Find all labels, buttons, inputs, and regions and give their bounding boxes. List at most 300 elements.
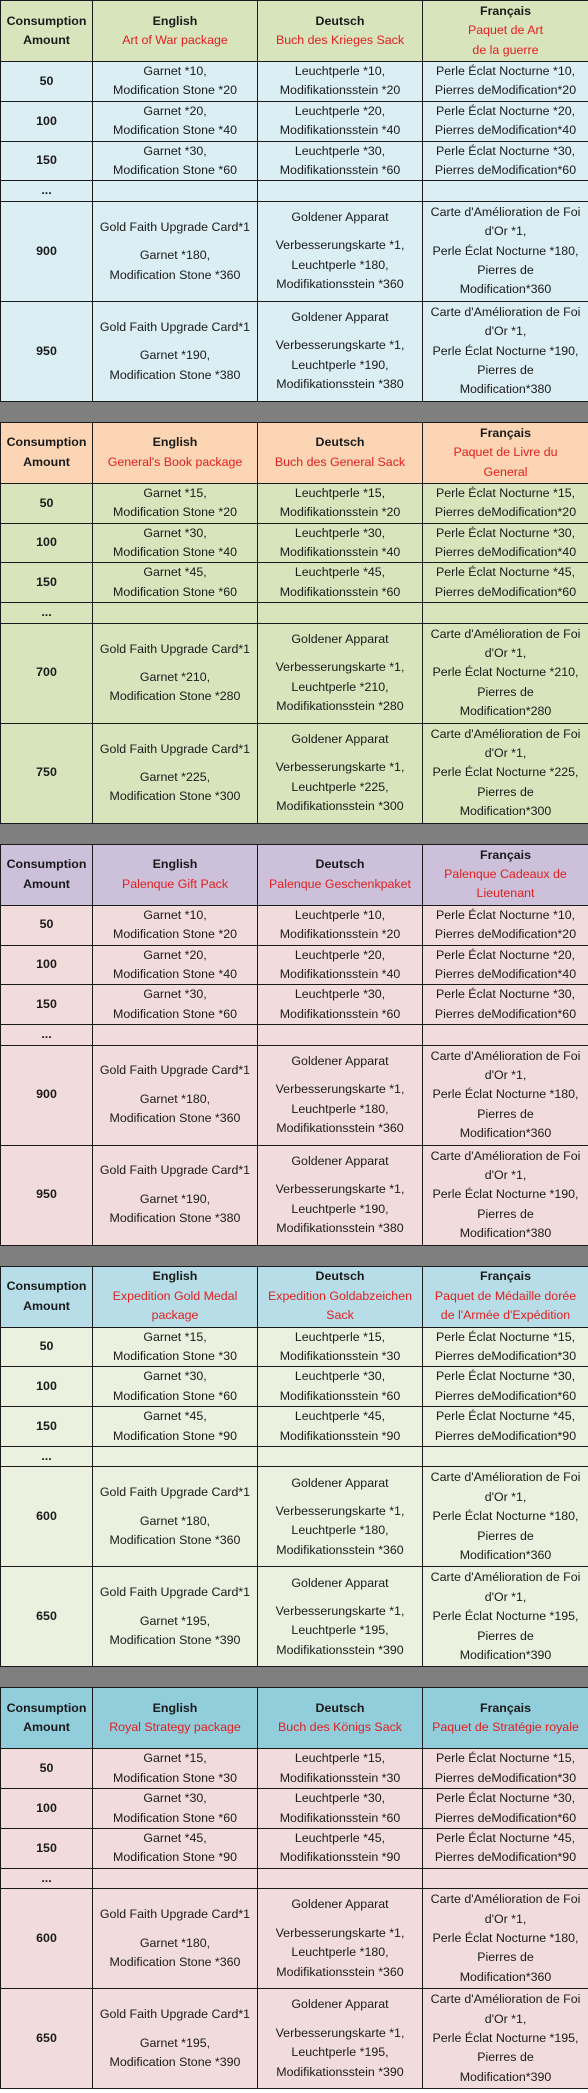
cell-line: Modification*300 (459, 804, 552, 819)
line-gap (260, 1171, 420, 1180)
header-label-line: Consumption (6, 13, 87, 28)
cell-line: Garnet *15, (143, 1329, 207, 1344)
table-row (1, 1025, 588, 1045)
language-name: Deutsch (315, 1269, 365, 1284)
consumption-amount: 150 (1, 985, 93, 1025)
cell-line: Verbesserungskarte *1, (275, 338, 405, 353)
cell-line: Gold Faith Upgrade Card*1 (99, 741, 251, 756)
cell-line: Garnet *195, (139, 1613, 211, 1628)
cell-line: Modification Stone *30 (113, 1770, 237, 1785)
reward-cell-fr (423, 201, 588, 301)
table-row (1, 985, 588, 1025)
cell-line: Modification*360 (459, 282, 552, 297)
cell-line: Modifikationsstein *60 (279, 1810, 401, 1825)
language-name: Deutsch (315, 435, 365, 450)
reward-cell-en (93, 1789, 258, 1829)
reward-cell-fr (423, 905, 588, 945)
cell-line: Garnet *10, (143, 64, 207, 78)
cell-line: Leuchtperle *195, (291, 1623, 389, 1638)
header-row (1, 422, 588, 483)
cell-line: Modification Stone *90 (113, 1850, 237, 1865)
cell-line: Leuchtperle *225, (291, 779, 389, 794)
cell-line: Gold Faith Upgrade Card*1 (99, 1163, 251, 1178)
package-name-line: Buch des Königs Sack (278, 1720, 402, 1735)
cell-line: Leuchtperle *10, (294, 907, 386, 922)
reward-cell-en (93, 1045, 258, 1145)
cell-line: Garnet *45, (143, 565, 207, 580)
reward-cell-en (93, 603, 258, 623)
block-separator (0, 1246, 588, 1266)
table-row (1, 523, 588, 563)
cell-line: Verbesserungskarte *1, (275, 1603, 405, 1618)
reward-cell-de (258, 1989, 423, 2089)
cell-line: Modifikationsstein *60 (279, 584, 401, 599)
cell-line: Carte d'Amélioration de Foi (430, 626, 581, 641)
cell-line: Leuchtperle *180, (291, 257, 389, 272)
reward-cell-fr (423, 1327, 588, 1367)
header-label-line: Consumption (6, 435, 87, 450)
reward-cell-de (258, 1446, 423, 1466)
language-name: Français (480, 1269, 531, 1284)
table-row (1, 141, 588, 181)
header-row (1, 1266, 588, 1327)
table-row (1, 905, 588, 945)
cell-line: Modifikationsstein *30 (279, 1770, 401, 1785)
cell-line: Goldener Apparat (291, 731, 389, 746)
table-row (1, 945, 588, 985)
cell-line: d'Or *1, (484, 1589, 527, 1604)
cell-line: Pierres deModification*60 (434, 1388, 577, 1403)
cell-line: Leuchtperle *20, (294, 103, 386, 118)
reward-cell-en (93, 1025, 258, 1045)
cell-line: Leuchtperle *190, (291, 357, 389, 372)
cell-line: Perle Éclat Nocturne *45, (435, 1831, 576, 1845)
reward-cell-en (93, 1989, 258, 2089)
consumption-amount: ... (1, 1025, 93, 1045)
cell-line: Modifikationsstein *360 (276, 1120, 404, 1135)
cell-line: Pierres de (477, 1528, 534, 1543)
language-name: English (152, 857, 198, 872)
reward-table (0, 1266, 588, 1668)
reward-cell-en (93, 1145, 258, 1245)
cell-line: Perle Éclat Nocturne *45, (435, 565, 576, 580)
cell-line: Perle Éclat Nocturne *15, (435, 1751, 576, 1766)
cell-line: Perle Éclat Nocturne *30, (435, 143, 576, 158)
cell-line: Carte d'Amélioration de Foi (430, 1570, 581, 1585)
cell-line: d'Or *1, (484, 224, 527, 239)
cell-line: Garnet *30, (143, 987, 207, 1002)
reward-cell-en (93, 1407, 258, 1447)
cell-line: Modification*360 (459, 1547, 552, 1562)
language-name: English (152, 13, 198, 28)
language-header-deutsch (258, 1688, 423, 1749)
line-gap (95, 1925, 255, 1934)
block-separator (0, 1667, 588, 1687)
cell-line: Pierres de (477, 1628, 534, 1643)
reward-cell-de (258, 523, 423, 563)
package-name-line: Buch des General Sack (274, 454, 406, 469)
cell-line: Modification*280 (459, 704, 552, 719)
cell-line: Carte d'Amélioration de Foi (430, 1048, 581, 1063)
consumption-amount: 150 (1, 1829, 93, 1869)
reward-cell-fr (423, 1446, 588, 1466)
reward-cell-de (258, 1467, 423, 1567)
table-row (1, 1407, 588, 1447)
reward-cell-fr (423, 603, 588, 623)
cell-line: Gold Faith Upgrade Card*1 (99, 1063, 251, 1078)
reward-cell-de (258, 101, 423, 141)
cell-line: Modifikationsstein *380 (276, 1220, 404, 1235)
header-row (1, 1, 588, 62)
consumption-amount: ... (1, 181, 93, 201)
package-name (260, 1718, 420, 1737)
cell-line: d'Or *1, (484, 2011, 527, 2026)
cell-line: Gold Faith Upgrade Card*1 (99, 219, 251, 234)
cell-line: Leuchtperle *45, (294, 565, 386, 580)
reward-cell-fr (423, 1467, 588, 1567)
package-name (95, 1718, 255, 1737)
package-name-line: de l'Armée d'Expédition (440, 1308, 571, 1323)
cell-line: Modifikationsstein *60 (279, 1006, 401, 1021)
cell-line: Pierres de (477, 1206, 534, 1221)
cell-line: Leuchtperle *30, (294, 987, 386, 1002)
package-name-line: Art of War package (122, 33, 228, 47)
package-name (95, 875, 255, 894)
package-name-line: Expedition Gold Medal (112, 1288, 238, 1303)
cell-line: Garnet *20, (143, 103, 207, 118)
reward-cell-fr (423, 1025, 588, 1045)
cell-line: Perle Éclat Nocturne *20, (435, 103, 576, 118)
reward-cell-en (93, 1567, 258, 1667)
table-row (1, 62, 588, 102)
cell-line: Garnet *30, (143, 1791, 207, 1806)
language-header-francais (423, 1688, 588, 1749)
cell-line: Perle Éclat Nocturne *180, (432, 1087, 579, 1102)
language-header-deutsch (258, 1, 423, 62)
table-row (1, 1467, 588, 1567)
package-name (95, 1287, 255, 1326)
package-name-line: Paquet de Stratégie royale (432, 1720, 579, 1735)
language-header-francais (423, 844, 588, 905)
reward-cell-en (93, 101, 258, 141)
package-name (425, 1287, 586, 1326)
table-row (1, 1145, 588, 1245)
line-gap (95, 1503, 255, 1512)
cell-line: Garnet *45, (143, 1409, 207, 1424)
language-header-francais (423, 422, 588, 483)
cell-line: Perle Éclat Nocturne *190, (432, 1187, 579, 1202)
package-name (425, 865, 586, 904)
consumption-amount: 100 (1, 1789, 93, 1829)
cell-line: Perle Éclat Nocturne *180, (432, 243, 579, 258)
package-name (260, 453, 420, 472)
cell-line: Modification Stone *20 (113, 83, 237, 98)
reward-cell-de (258, 945, 423, 985)
cell-line: Modifikationsstein *40 (279, 545, 401, 560)
reward-cell-de (258, 181, 423, 201)
reward-cell-en (93, 181, 258, 201)
cell-line: Modifikationsstein *40 (279, 123, 401, 138)
reward-cell-de (258, 723, 423, 823)
cell-line: Modifikationsstein *280 (276, 699, 404, 714)
consumption-amount: 50 (1, 1327, 93, 1367)
line-gap (260, 1593, 420, 1602)
line-gap (95, 1181, 255, 1190)
language-name: English (152, 1269, 198, 1284)
table-row (1, 623, 588, 723)
cell-line: Perle Éclat Nocturne *10, (435, 907, 576, 922)
package-name-line: Expedition Goldabzeichen (268, 1288, 412, 1303)
table-row (1, 1829, 588, 1869)
reward-cell-fr (423, 1789, 588, 1829)
cell-line: Leuchtperle *15, (294, 485, 386, 500)
cell-line: Garnet *30, (143, 1369, 207, 1384)
reward-cell-en (93, 563, 258, 603)
reward-cell-fr (423, 1045, 588, 1145)
consumption-amount: 600 (1, 1467, 93, 1567)
cell-line: Carte d'Amélioration de Foi (430, 304, 581, 319)
language-name: Français (480, 3, 531, 18)
reward-cell-en (93, 201, 258, 301)
reward-cell-en (93, 523, 258, 563)
cell-line: Leuchtperle *180, (291, 1523, 389, 1538)
cell-line: Pierres de (477, 2050, 534, 2065)
reward-cell-en (93, 1868, 258, 1888)
package-name-line: Palenque Gift Pack (121, 876, 229, 891)
cell-line: Garnet *180, (139, 248, 211, 263)
cell-line: Pierres de (477, 1950, 534, 1965)
cell-line: Pierres deModification*20 (434, 83, 577, 98)
consumption-amount: 700 (1, 623, 93, 723)
table-row (1, 1045, 588, 1145)
cell-line: Gold Faith Upgrade Card*1 (99, 1585, 251, 1600)
cell-line: Modification Stone *60 (113, 1006, 237, 1021)
reward-cell-de (258, 1749, 423, 1789)
cell-line: Gold Faith Upgrade Card*1 (99, 1907, 251, 1922)
cell-line: Gold Faith Upgrade Card*1 (99, 641, 251, 656)
cell-line: Leuchtperle *30, (294, 143, 386, 158)
cell-line: Garnet *190, (139, 1191, 211, 1206)
cell-line: Gold Faith Upgrade Card*1 (99, 2007, 251, 2022)
language-header-english (93, 844, 258, 905)
cell-line: Verbesserungskarte *1, (275, 2025, 405, 2040)
package-name-line: package (151, 1308, 199, 1323)
consumption-amount: ... (1, 603, 93, 623)
cell-line: Modifikationsstein *90 (279, 1850, 401, 1865)
consumption-amount: 650 (1, 1989, 93, 2089)
line-gap (260, 227, 420, 236)
cell-line: Goldener Apparat (291, 310, 389, 325)
cell-line: Leuchtperle *10, (294, 64, 386, 78)
line-gap (260, 2015, 420, 2024)
header-label-line: Amount (23, 1720, 70, 1735)
reward-cell-en (93, 1367, 258, 1407)
consumption-amount-header (1, 1266, 93, 1327)
reward-cell-de (258, 1045, 423, 1145)
cell-line: Goldener Apparat (291, 631, 389, 646)
reward-table (0, 0, 588, 402)
cell-line: d'Or *1, (484, 1489, 527, 1504)
cell-line: Modification*380 (459, 382, 552, 397)
consumption-amount: 50 (1, 483, 93, 523)
consumption-amount: 750 (1, 723, 93, 823)
cell-line: Modifikationsstein *40 (279, 966, 401, 981)
cell-line: Modification*360 (459, 1126, 552, 1141)
cell-line: Modification Stone *60 (113, 1388, 237, 1403)
cell-line: Leuchtperle *15, (294, 1329, 386, 1344)
reward-cell-de (258, 603, 423, 623)
cell-line: Pierres deModification*30 (434, 1348, 577, 1363)
reward-cell-en (93, 62, 258, 102)
package-name (260, 31, 420, 50)
cell-line: Modification Stone *20 (113, 505, 237, 520)
cell-line: Perle Éclat Nocturne *10, (435, 64, 576, 78)
reward-cell-fr (423, 623, 588, 723)
cell-line: Modifikationsstein *60 (279, 163, 401, 178)
reward-cell-fr (423, 523, 588, 563)
language-header-deutsch (258, 422, 423, 483)
reward-table (0, 422, 588, 824)
cell-line: Garnet *10, (143, 907, 207, 922)
cell-line: Goldener Apparat (291, 1997, 389, 2012)
cell-line: Pierres de (477, 784, 534, 799)
language-name: Français (480, 1700, 531, 1715)
table-row (1, 1989, 588, 2089)
reward-cell-fr (423, 483, 588, 523)
cell-line: Garnet *15, (143, 1751, 207, 1766)
reward-table (0, 844, 588, 1246)
reward-cell-fr (423, 945, 588, 985)
cell-line: Perle Éclat Nocturne *45, (435, 1409, 576, 1424)
cell-line: Leuchtperle *180, (291, 1101, 389, 1116)
reward-cell-de (258, 905, 423, 945)
line-gap (95, 659, 255, 668)
reward-cell-fr (423, 101, 588, 141)
package-name (260, 1287, 420, 1326)
reward-cell-fr (423, 1407, 588, 1447)
cell-line: d'Or *1, (484, 324, 527, 339)
table-row (1, 1868, 588, 1888)
cell-line: Pierres deModification*40 (434, 545, 577, 560)
package-name-line: de la guerre (472, 42, 539, 57)
package-name (425, 21, 586, 60)
package-name-line: Sack (326, 1308, 354, 1323)
cell-line: Modification Stone *390 (109, 1633, 241, 1648)
language-header-english (93, 1266, 258, 1327)
cell-line: Modification Stone *360 (109, 1533, 241, 1548)
cell-line: Perle Éclat Nocturne *210, (432, 665, 579, 680)
cell-line: Modifikationsstein *390 (276, 2064, 404, 2079)
consumption-amount: 950 (1, 1145, 93, 1245)
cell-line: Modification*390 (459, 2069, 552, 2084)
cell-line: Pierres deModification*60 (434, 584, 577, 599)
consumption-amount: ... (1, 1868, 93, 1888)
cell-line: Pierres deModification*60 (434, 1006, 577, 1021)
package-name-line: Lieutenant (476, 886, 535, 901)
reward-cell-en (93, 623, 258, 723)
cell-line: Pierres deModification*60 (434, 163, 577, 178)
package-name-line: Palenque Geschenkpaket (269, 876, 411, 891)
cell-line: Carte d'Amélioration de Foi (430, 1470, 581, 1485)
reward-cell-en (93, 301, 258, 401)
reward-cell-de (258, 1889, 423, 1989)
line-gap (95, 2025, 255, 2034)
cell-line: Leuchtperle *30, (294, 525, 386, 540)
reward-cell-en (93, 1327, 258, 1367)
cell-line: Modification Stone *360 (109, 267, 241, 282)
package-name-line: Royal Strategy package (109, 1720, 241, 1735)
cell-line: Modification Stone *60 (113, 1810, 237, 1825)
reward-cell-de (258, 141, 423, 181)
reward-cell-de (258, 1145, 423, 1245)
reward-cell-de (258, 1367, 423, 1407)
cell-line: Gold Faith Upgrade Card*1 (99, 1485, 251, 1500)
reward-cell-de (258, 483, 423, 523)
consumption-amount: 50 (1, 62, 93, 102)
package-name (425, 1718, 586, 1737)
cell-line: Garnet *180, (139, 1935, 211, 1950)
cell-line: Garnet *190, (139, 348, 211, 363)
package-name (95, 453, 255, 472)
cell-line: Modification Stone *360 (109, 1111, 241, 1126)
consumption-amount: 50 (1, 905, 93, 945)
header-label-line: Consumption (6, 1279, 87, 1294)
consumption-amount: 50 (1, 1749, 93, 1789)
cell-line: Garnet *30, (143, 525, 207, 540)
language-header-english (93, 422, 258, 483)
cell-line: Pierres deModification*20 (434, 505, 577, 520)
line-gap (260, 649, 420, 658)
cell-line: Carte d'Amélioration de Foi (430, 1992, 581, 2007)
cell-line: Pierres deModification*60 (434, 1810, 577, 1825)
cell-line: Leuchtperle *210, (291, 679, 389, 694)
block-separator (0, 402, 588, 422)
cell-line: Leuchtperle *30, (294, 1791, 386, 1806)
consumption-amount: 900 (1, 201, 93, 301)
consumption-amount: ... (1, 1446, 93, 1466)
cell-line: Modifikationsstein *20 (279, 83, 401, 98)
table-row (1, 563, 588, 603)
cell-line: Perle Éclat Nocturne *30, (435, 1791, 576, 1806)
cell-line: Modification Stone *60 (113, 163, 237, 178)
reward-cell-en (93, 945, 258, 985)
cell-line: Garnet *195, (139, 2035, 211, 2050)
reward-cell-en (93, 1829, 258, 1869)
line-gap (95, 337, 255, 346)
reward-cell-de (258, 1789, 423, 1829)
cell-line: Verbesserungskarte *1, (275, 1082, 405, 1097)
package-name-line: Paquet de Livre du (453, 445, 558, 460)
cell-line: Perle Éclat Nocturne *20, (435, 947, 576, 962)
cell-line: d'Or *1, (484, 746, 527, 761)
cell-line: Modifikationsstein *360 (276, 1542, 404, 1557)
reward-cell-fr (423, 1829, 588, 1869)
reward-cell-en (93, 141, 258, 181)
cell-line: Goldener Apparat (291, 1153, 389, 1168)
cell-line: Modification Stone *30 (113, 1348, 237, 1363)
consumption-amount-header (1, 844, 93, 905)
consumption-amount: 950 (1, 301, 93, 401)
consumption-amount: 150 (1, 1407, 93, 1447)
table-row (1, 603, 588, 623)
cell-line: Leuchtperle *20, (294, 947, 386, 962)
language-name: English (152, 1700, 198, 1715)
cell-line: Perle Éclat Nocturne *30, (435, 987, 576, 1002)
header-label-line: Consumption (6, 1700, 87, 1715)
cell-line: Perle Éclat Nocturne *225, (432, 765, 579, 780)
cell-line: Modification*380 (459, 1226, 552, 1241)
line-gap (95, 759, 255, 768)
